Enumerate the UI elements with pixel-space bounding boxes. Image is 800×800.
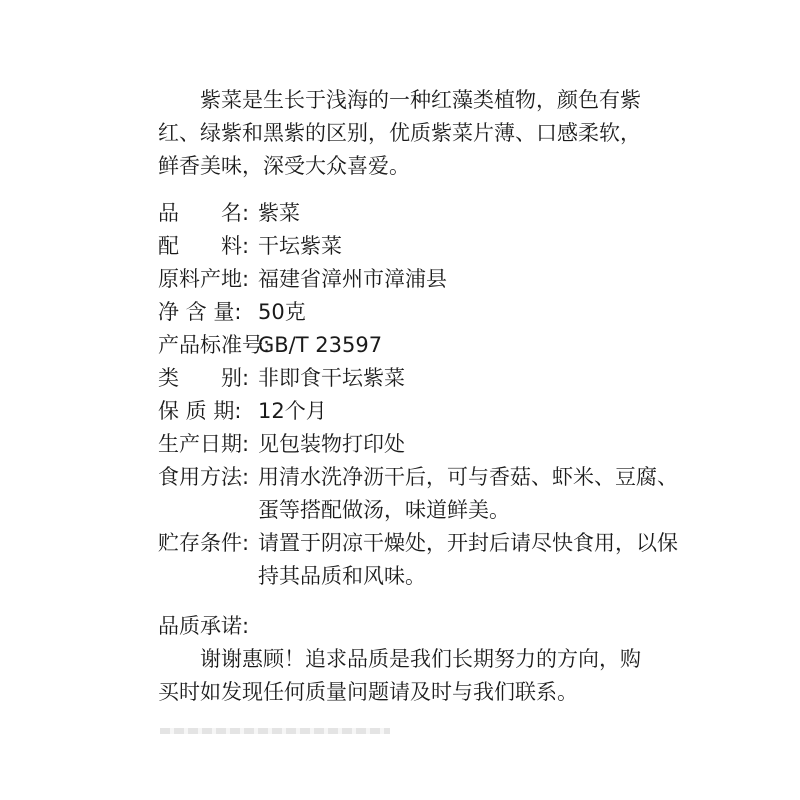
spec-label: 食用方法: [158, 465, 250, 489]
spec-value: 干坛紫菜 [258, 234, 342, 258]
spec-value: GB/T 23597 [258, 333, 383, 357]
spec-row-ingredients [158, 230, 678, 263]
spec-row-net-weight [158, 296, 678, 329]
spec-row-origin [158, 263, 678, 296]
spec-label: 类 别: [158, 366, 250, 390]
spec-value: 12个月 [258, 399, 327, 423]
spec-label: 配 料: [158, 234, 250, 258]
spec-row-storage [158, 527, 678, 593]
spec-row-category [158, 362, 678, 395]
intro-paragraph: 紫菜是生长于浅海的一种红藻类植物，颜色有紫红、绿紫和黑紫的区别，优质紫菜片薄、口感柔软，鲜香美味，深受大众喜爱。 [158, 88, 641, 178]
spec-row-name [158, 197, 678, 230]
promise-title: 品质承诺: [158, 614, 250, 638]
spec-label: 品 名: [158, 201, 250, 225]
spec-row-usage [158, 461, 678, 527]
cropped-text-remnant [160, 728, 390, 734]
spec-row-shelf-life [158, 395, 678, 428]
spec-label: 原料产地: [158, 267, 250, 291]
spec-label: 净 含 量: [158, 300, 242, 324]
spec-value: 用清水洗净沥干后，可与香菇、虾米、豆腐、蛋等搭配做汤，味道鲜美。 [258, 465, 678, 522]
spec-value: 50克 [258, 300, 306, 324]
spec-value: 非即食干坛紫菜 [258, 366, 405, 390]
spec-row-production-date [158, 428, 678, 461]
spec-label: 保 质 期: [158, 399, 242, 423]
spec-label: 贮存条件: [158, 531, 250, 555]
spec-value: 见包装物打印处 [258, 432, 405, 456]
spec-label: 生产日期: [158, 432, 250, 456]
spec-row-standard [158, 329, 678, 362]
spec-value: 紫菜 [258, 201, 300, 225]
spec-value: 福建省漳州市漳浦县 [258, 267, 447, 291]
promise-text: 谢谢惠顾！追求品质是我们长期努力的方向，购买时如发现任何质量问题请及时与我们联系。 [158, 647, 641, 704]
spec-list [158, 197, 678, 593]
spec-label: 产品标准号: [158, 333, 271, 357]
spec-value: 请置于阴凉干燥处，开封后请尽快食用，以保持其品质和风味。 [258, 531, 678, 588]
